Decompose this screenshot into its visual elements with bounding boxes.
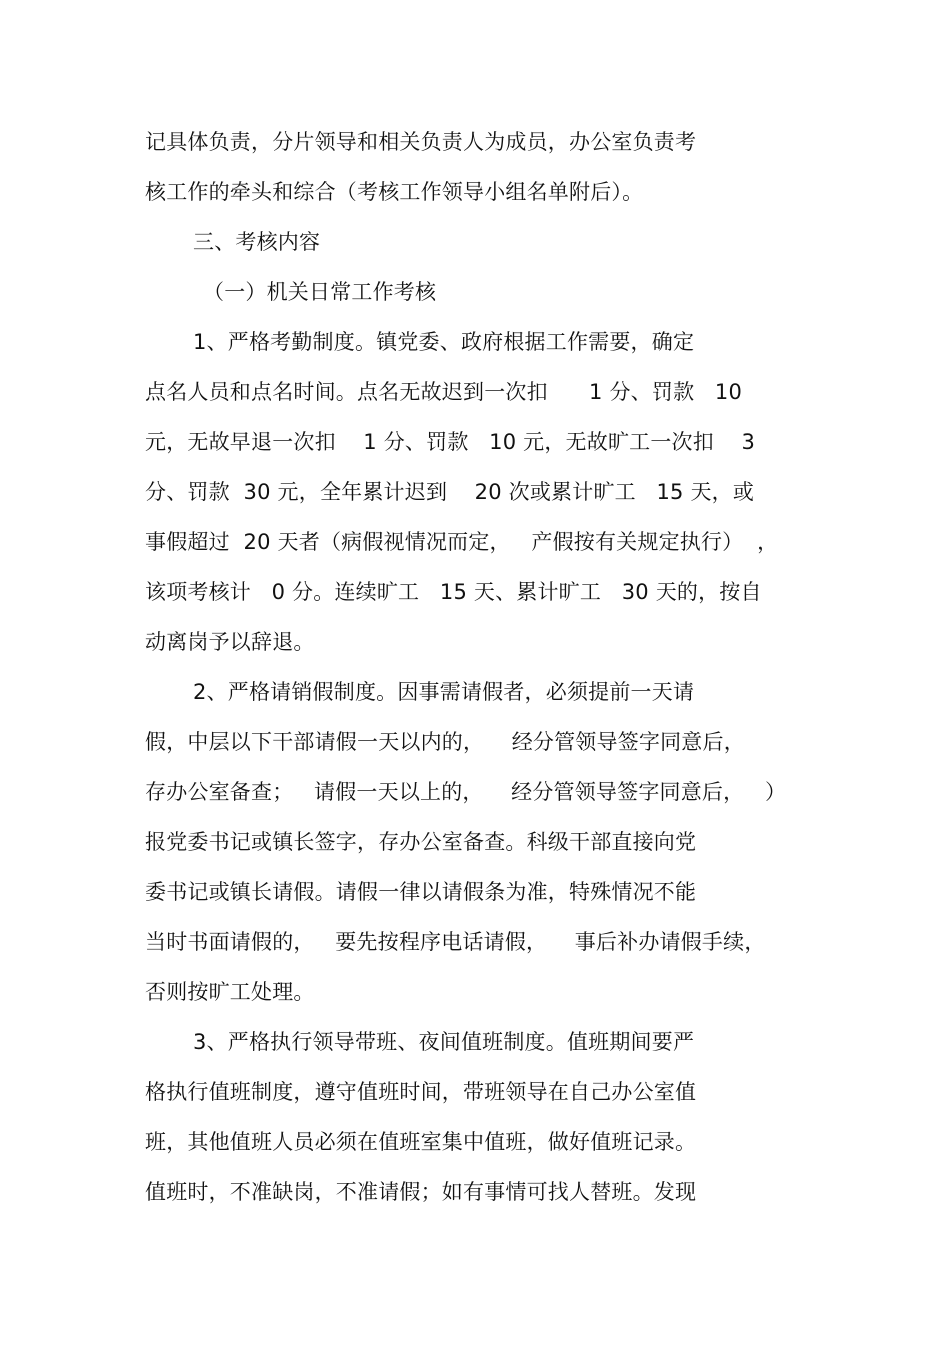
paragraph-line: 核工作的牵头和综合（考核工作领导小组名单附后）。 — [145, 180, 644, 204]
paragraph-line: 动离岗予以辞退。 — [145, 630, 315, 654]
paragraph-line: 存办公室备查； 请假一天以上的， 经分管领导签字同意后， ） — [145, 780, 787, 804]
paragraph-line: 该项考核计 0 分。连续旷工 15 天、累计旷工 30 天的，按自 — [145, 580, 762, 604]
paragraph-line: 2、严格请销假制度。因事需请假者，必须提前一天请 — [193, 680, 695, 704]
paragraph-line: 分、罚款 30 元，全年累计迟到 20 次或累计旷工 15 天，或 — [145, 480, 755, 504]
paragraph-line: 值班时，不准缺岗，不准请假；如有事情可找人替班。发现 — [145, 1180, 697, 1204]
paragraph-line: 假，中层以下干部请假一天以内的， 经分管领导签字同意后， — [145, 730, 745, 754]
paragraph-line: 当时书面请假的， 要先按程序电话请假， 事后补办请假手续， — [145, 930, 766, 954]
paragraph-line: 记具体负责，分片领导和相关负责人为成员，办公室负责考 — [145, 130, 697, 154]
paragraph-line: 3、严格执行领导带班、夜间值班制度。值班期间要严 — [193, 1030, 695, 1054]
paragraph-line: 格执行值班制度，遵守值班时间，带班领导在自己办公室值 — [145, 1080, 697, 1104]
subsection-heading: （一）机关日常工作考核 — [203, 280, 437, 304]
paragraph-line: 委书记或镇长请假。请假一律以请假条为准，特殊情况不能 — [145, 880, 697, 904]
paragraph-line: 班，其他值班人员必须在值班室集中值班，做好值班记录。 — [145, 1130, 697, 1154]
paragraph-line: 1、严格考勤制度。镇党委、政府根据工作需要，确定 — [193, 330, 695, 354]
paragraph-line: 元，无故早退一次扣 1 分、罚款 10 元，无故旷工一次扣 3 — [145, 430, 756, 454]
paragraph-line: 报党委书记或镇长签字，存办公室备查。科级干部直接向党 — [145, 830, 697, 854]
section-heading: 三、考核内容 — [193, 230, 321, 254]
paragraph-line: 事假超过 20 天者（病假视情况而定， 产假按有关规定执行） ， — [145, 530, 779, 554]
paragraph-line: 否则按旷工处理。 — [145, 980, 315, 1004]
paragraph-line: 点名人员和点名时间。点名无故迟到一次扣 1 分、罚款 10 — [145, 380, 743, 404]
